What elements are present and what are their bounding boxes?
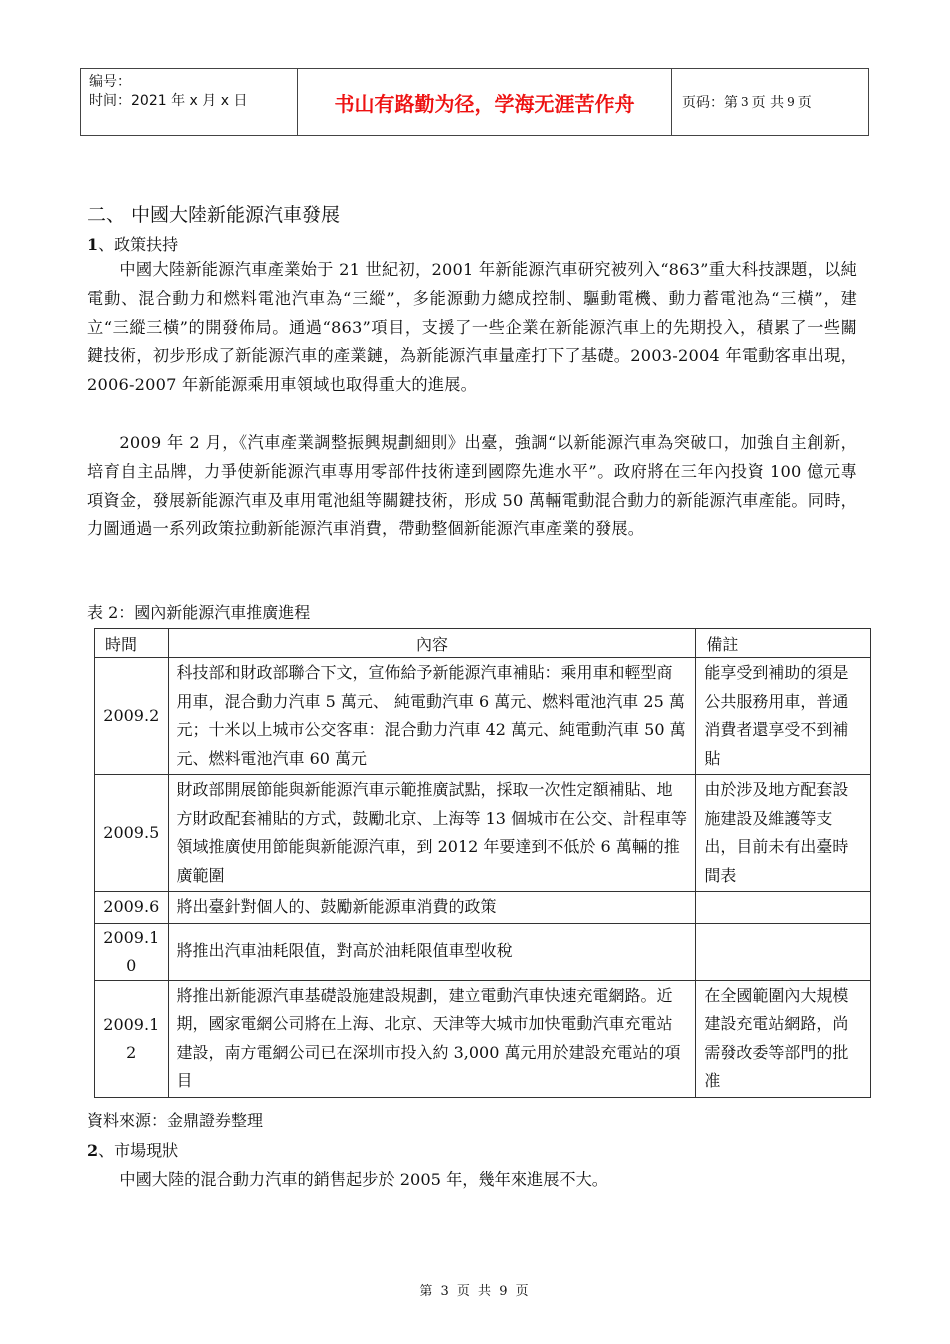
col-header-time: 時間 [95, 629, 169, 658]
page-total: 9 [787, 95, 795, 109]
cell-content: 科技部和財政部聯合下文，宣佈給予新能源汽車補貼：乘用車和輕型商用車，混合動力汽車 5 萬元、 純電動汽車 6 萬元、燃料電池汽車 25 萬元；十米以上城市公交客車：混合動力汽車 42 萬元、純電動汽車 50 萬元、燃料電池汽車 60 萬元 [168, 658, 696, 775]
cell-content: 將出臺針對個人的、鼓勵新能源車消費的政策 [168, 892, 696, 924]
cell-content: 將推出新能源汽車基礎設施建設規劃，建立電動汽車快速充電網路。近期，國家電網公司將在上海、北京、天津等大城市加快電動汽車充電站建設，南方電網公司已在深圳市投入約 3,000 萬元用於建設充電站的項目 [168, 980, 696, 1097]
subsection-title-policy [87, 232, 178, 255]
table-row [95, 775, 871, 892]
page-end: 页 [797, 95, 812, 111]
cell-time: 2009.2 [95, 658, 169, 775]
paragraph-policy-2009: 2009 年 2 月，《汽車產業調整振興規劃細則》出臺，強調“以新能源汽車為突破口，加強自主創新，培育自主品牌，力爭使新能源汽車專用零部件技術達到國際先進水平”。政府將在三年內投資 100 億元專項資金，發展新能源汽車及車用電池組等關鍵技術，形成 50 萬輛電動混合動力的新能源汽車產能。同時，力圖通過一系列政策拉動新能源汽車消費，帶動整個新能源汽車產業的發展。 [87, 433, 857, 539]
header-number: 编号： [89, 74, 131, 90]
cell-note: 能享受到補助的須是公共服務用車，普通消費者還享受不到補貼 [696, 658, 871, 775]
page-mid: 页 共 [751, 95, 785, 111]
table-source: 資料來源：金鼎證券整理 [87, 1111, 264, 1130]
subsection-text: 、市場現狀 [98, 1141, 179, 1160]
cell-time: 2009.12 [95, 980, 169, 1097]
subsection-number: 2 [87, 1141, 99, 1160]
table-row [95, 658, 871, 775]
table-header-row [95, 629, 871, 658]
cell-content: 財政部開展節能與新能源汽車示範推廣試點，採取一次性定額補貼、地方財政配套補貼的方式，鼓勵北京、上海等 13 個城市在公交、計程車等領域推廣使用節能與新能源汽車，到 2012 年要達到不低於 6 萬輛的推廣範圍 [168, 775, 696, 892]
promotion-table [94, 628, 871, 1098]
table-caption: 表 2：國內新能源汽車推廣進程 [87, 603, 311, 622]
paragraph-market: 中國大陸的混合動力汽車的銷售起步於 2005 年，幾年來進展不大。 [119, 1170, 608, 1189]
cell-time: 2009.10 [95, 923, 169, 980]
paragraph-policy-history: 中國大陸新能源汽車產業始于 21 世紀初，2001 年新能源汽車研究被列入“863”重大科技課題，以純電動、混合動力和燃料電池汽車為“三縱”，多能源動力總成控制、驅動電機、動力蓄電池為“三橫”，建立“三縱三橫”的開發佈局。通過“863”項目，支援了一些企業在新能源汽車上的先期投入，積累了一些關鍵技術，初步形成了新能源汽車的產業鏈，為新能源汽車量產打下了基礎。2003-2004 年電動客車出現，2006-2007 年新能源乘用車領域也取得重大的進展。 [87, 260, 857, 395]
header-page [672, 69, 868, 135]
header-info [81, 69, 298, 135]
cell-content: 將推出汽車油耗限值，對高於油耗限值車型收稅 [168, 923, 696, 980]
cell-time: 2009.5 [95, 775, 169, 892]
table-row [95, 980, 871, 1097]
cell-note: 在全國範圍內大規模建設充電站網路，尚需發改委等部門的批准 [696, 980, 871, 1097]
document-header [80, 68, 869, 136]
table-row [95, 923, 871, 980]
col-header-content: 內容 [168, 629, 696, 658]
page-label: 页码：第 [682, 95, 738, 111]
page-footer: 第 3 页 共 9 页 [419, 1284, 531, 1299]
cell-note: 由於涉及地方配套設施建設及維護等支出，目前未有出臺時間表 [696, 775, 871, 892]
subsection-number: 1 [87, 235, 99, 254]
cell-note [696, 923, 871, 980]
section-title: 二、 中國大陸新能源汽車發展 [87, 204, 341, 226]
header-motto: 书山有路勤为径，学海无涯苦作舟 [298, 69, 672, 135]
table-row [95, 892, 871, 924]
subsection-text: 、政策扶持 [98, 235, 179, 254]
col-header-note: 備註 [696, 629, 871, 658]
cell-time: 2009.6 [95, 892, 169, 924]
header-date: 时间：2021 年 x 月 x 日 [89, 93, 248, 109]
cell-note [696, 892, 871, 924]
subsection-title-market [87, 1138, 178, 1161]
page-current: 3 [741, 95, 749, 109]
